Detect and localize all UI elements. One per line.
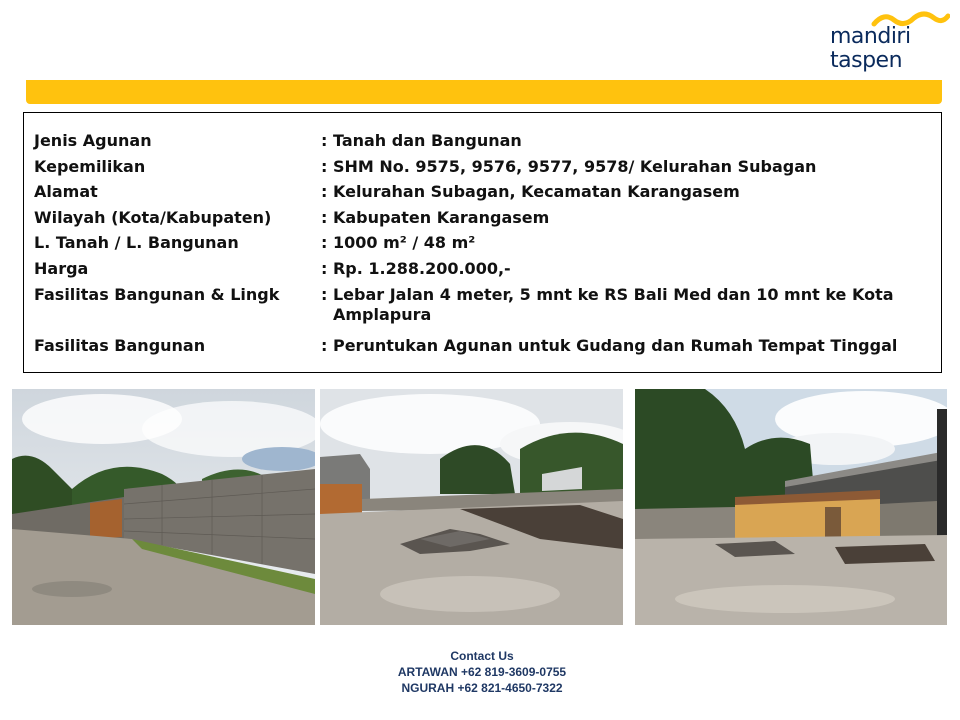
contact-line-artawan: ARTAWAN +62 819-3609-0755 [397, 665, 567, 679]
detail-label: Wilayah (Kota/Kabupaten) [34, 208, 272, 227]
property-photo-warehouse-house [635, 389, 947, 625]
property-photo-road-wall [12, 389, 315, 625]
detail-value: : Kelurahan Subagan, Kecamatan Karangasem [321, 182, 740, 201]
detail-value: : Peruntukan Agunan untuk Gudang dan Rumah Tempat Tinggal [321, 336, 898, 355]
detail-label: Fasilitas Bangunan & Lingk [34, 285, 280, 304]
logo-text-mandiri: mandiri [830, 24, 911, 49]
detail-value: : SHM No. 9575, 9576, 9577, 9578/ Kelurahan Subagan [321, 157, 817, 176]
detail-value: : Kabupaten Karangasem [321, 208, 550, 227]
property-details-box [23, 112, 942, 373]
detail-value: : Tanah dan Bangunan [321, 131, 522, 150]
mandiri-taspen-logo [826, 8, 952, 74]
contact-title: Contact Us [450, 649, 514, 663]
detail-label: L. Tanah / L. Bangunan [34, 233, 239, 252]
property-photo-concrete-yard [320, 389, 623, 625]
detail-value-line: : Lebar Jalan 4 meter, 5 mnt ke RS Bali Med dan 10 mnt ke Kota [321, 285, 894, 304]
detail-value-continuation: Amplapura [333, 305, 432, 324]
header-yellow-bar [26, 80, 942, 104]
logo-text-taspen: taspen [830, 48, 903, 73]
detail-label: Harga [34, 259, 89, 278]
detail-value [321, 285, 921, 325]
detail-label: Kepemilikan [34, 157, 146, 176]
detail-label: Alamat [34, 182, 98, 201]
contact-line-ngurah: NGURAH +62 821-4650-7322 [401, 681, 563, 695]
detail-label: Fasilitas Bangunan [34, 336, 206, 355]
detail-label: Jenis Agunan [34, 131, 152, 150]
detail-value: : Rp. 1.288.200.000,- [321, 259, 511, 278]
contact-section [330, 648, 634, 696]
detail-value: : 1000 m² / 48 m² [321, 233, 476, 252]
